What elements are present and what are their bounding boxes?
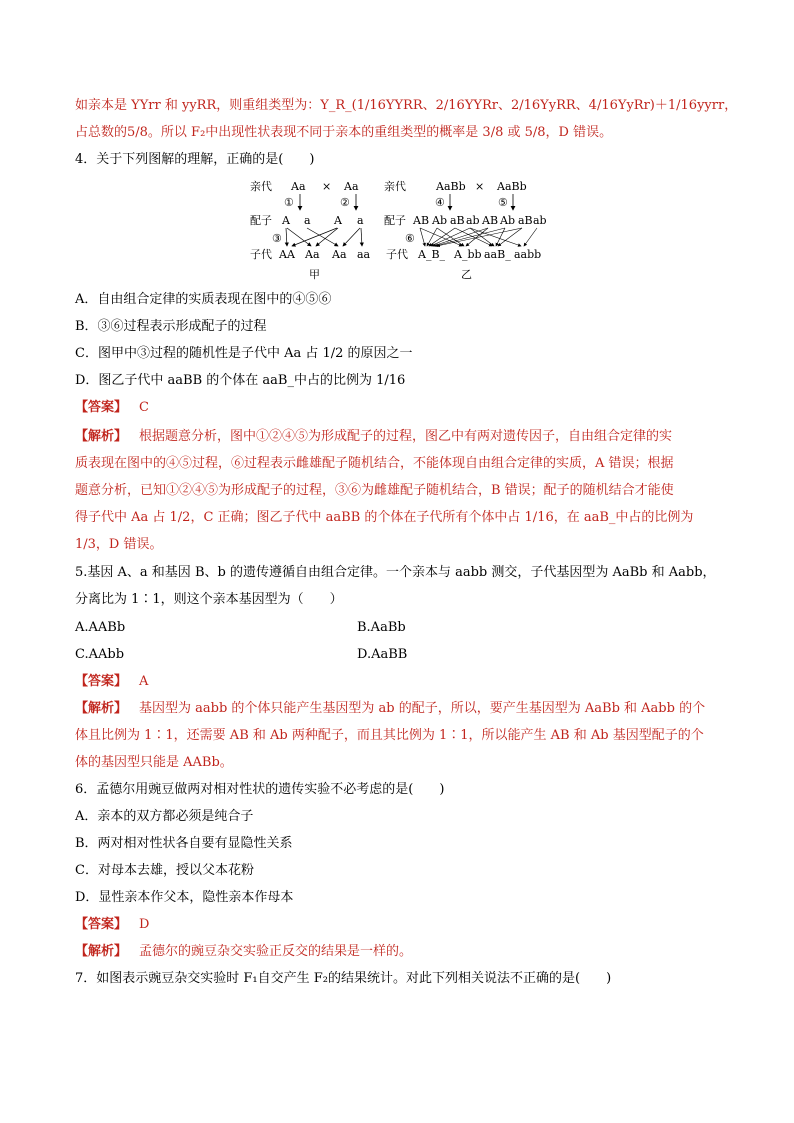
q4-analysis-line-2: 质表现在图中的④⑤过程，⑥过程表示雌雄配子随机结合，不能体现自由组合定律的实质，A 错误；根据: [75, 456, 674, 471]
q5-answer: [75, 674, 148, 690]
jia-parent-label: 亲代: [250, 180, 272, 193]
yi-gamete-1: AB: [413, 214, 430, 227]
jia-gamete-4: a: [357, 214, 364, 227]
q6-answer: [75, 917, 149, 933]
q4-analysis-line-4: 得子代中 Aa 占 1/2，C 正确；图乙子代中 aaBB 的个体在子代所有个体中占 1/16，在 aaB_中占的比例为: [75, 510, 694, 525]
jia-parent-2: Aa: [344, 180, 359, 193]
q6-answer-label: 【答案】: [75, 917, 128, 932]
jia-cross: ×: [322, 180, 332, 193]
yi-offspring-1: A_B_: [418, 248, 446, 261]
q4-answer-label: 【答案】: [75, 400, 128, 415]
q7-stem: 7．如图表示豌豆杂交实验时 F₁自交产生 F₂的结果统计。对此下列相关说法不正确的是( ): [75, 971, 612, 986]
q6-answer-value: D: [139, 917, 150, 932]
yi-gamete-6: Ab: [500, 214, 515, 227]
q6-option-b: B．两对相对性状各自要有显隐性关系: [75, 836, 293, 851]
diagram-yi: [384, 179, 547, 281]
q4-option-b: B．③⑥过程表示形成配子的过程: [75, 319, 267, 334]
jia-offspring-1: AA: [279, 248, 295, 261]
yi-parent-1: AaBb: [436, 180, 466, 193]
q6-stem: 6．孟德尔用豌豆做两对相对性状的遗传实验不必考虑的是( ): [75, 782, 445, 797]
q5-option-a: A.AABb: [75, 620, 126, 635]
yi-gamete-7: aB: [518, 214, 533, 227]
yi-gamete-3: aB: [450, 214, 465, 227]
intro-line-1: 如亲本是 YYrr 和 yyRR，则重组类型为：Y_R_(1/16YYRR、2/16YYRr、2/16YyRR、4/16YyRr)＋1/16yyrr，: [75, 98, 738, 113]
yi-offspring-2: A_bb: [454, 248, 482, 261]
jia-gamete-3: A: [334, 214, 342, 227]
jia-offspring-2: Aa: [305, 248, 320, 261]
jia-gamete-label: 配子: [250, 214, 272, 227]
q5-answer-label: 【答案】: [75, 674, 128, 689]
q5-analysis-line-1: 【解析】 基因型为 aabb 的个体只能产生基因型为 ab 的配子，所以，要产生基因型为 AaBb 和 Aabb 的个: [75, 701, 706, 716]
q4-analysis-line-1: 【解析】 根据题意分析，图中①②④⑤为形成配子的过程，图乙中有两对遗传因子，自由组合定律的实: [75, 429, 673, 444]
yi-step-5: ⑤: [498, 196, 508, 209]
q5-analysis-line-2: 体且比例为 1∶1，还需要 AB 和 Ab 两种配子，而且其比例为 1∶1，所以能产生 AB 和 Ab 基因型配子的个: [75, 728, 704, 743]
yi-combination-arrows: [420, 228, 537, 246]
yi-offspring-3: aaB_: [484, 248, 511, 261]
diagram-jia: [250, 179, 371, 281]
intro-line-2: 占总数的5/8。所以 F₂中出现性状表现不同于亲本的重组类型的概率是 3/8 或 5/8，D 错误。: [75, 125, 613, 140]
q5-analysis-line-3: 体的基因型只能是 AABb。: [75, 755, 233, 770]
yi-gamete-8: ab: [533, 214, 547, 227]
q5-option-b: B.AaBb: [357, 620, 406, 635]
jia-gamete-1: A: [282, 214, 290, 227]
genetics-diagram: [0, 172, 794, 292]
q4-option-d: D．图乙子代中 aaBB 的个体在 aaB_中占的比例为 1/16: [75, 373, 406, 388]
jia-step-3: ③: [272, 232, 282, 245]
yi-step-4: ④: [435, 196, 445, 209]
q4-option-c: C．图甲中③过程的随机性是子代中 Aa 占 1/2 的原因之一: [75, 346, 413, 361]
q5-analysis-label: 【解析】: [75, 701, 128, 716]
yi-offspring-label: 子代: [386, 248, 408, 261]
q6-option-c: C．对母本去雄，授以父本花粉: [75, 863, 254, 878]
q6-analysis: 【解析】 孟德尔的豌豆杂交实验正反交的结果是一样的。: [75, 944, 413, 959]
q6-option-d: D．显性亲本作父本，隐性亲本作母本: [75, 890, 294, 905]
yi-gamete-2: Ab: [432, 214, 447, 227]
jia-step-2: ②: [340, 196, 350, 209]
q5-answer-value: A: [139, 674, 149, 689]
q6-option-a: A．亲本的双方都必须是纯合子: [75, 809, 254, 824]
q5-stem-line-1: 5.基因 A、a 和基因 B、b 的遗传遵循自由组合定律。一个亲本与 aabb 测交，子代基因型为 AaBb 和 Aabb，: [75, 565, 716, 580]
yi-offspring-4: aabb: [514, 248, 542, 261]
jia-offspring-label: 子代: [250, 248, 272, 261]
q4-answer-value: C: [139, 400, 149, 415]
q4-analysis-label: 【解析】: [75, 429, 128, 444]
q5-stem-line-2: 分离比为 1∶1，则这个亲本基因型为（ ）: [75, 592, 343, 607]
q5-option-c: C.AAbb: [75, 647, 125, 662]
yi-cross: ×: [475, 180, 485, 193]
q4-analysis-line-5: 1/3，D 错误。: [75, 537, 163, 552]
q4-analysis-line-3: 题意分析，已知①②④⑤为形成配子的过程，③⑥为雌雄配子随机结合，B 错误；配子的随机结合才能使: [75, 483, 674, 498]
q5-option-d: D.AaBB: [357, 647, 408, 662]
yi-parent-2: AaBb: [497, 180, 527, 193]
q4-answer: [75, 400, 149, 416]
jia-combination-arrows: [286, 228, 362, 246]
yi-caption: 乙: [461, 268, 472, 281]
jia-gamete-2: a: [304, 214, 311, 227]
jia-parent-1: Aa: [291, 180, 306, 193]
q4-option-a: A．自由组合定律的实质表现在图中的④⑤⑥: [75, 292, 332, 307]
q6-analysis-label: 【解析】: [75, 944, 128, 959]
q4-stem: 4．关于下列图解的理解，正确的是( ): [75, 152, 315, 167]
jia-offspring-3: Aa: [332, 248, 347, 261]
jia-caption: 甲: [309, 268, 320, 281]
jia-step-1: ①: [284, 196, 294, 209]
yi-gamete-5: AB: [482, 214, 499, 227]
yi-parent-label: 亲代: [384, 180, 406, 193]
yi-step-6: ⑥: [405, 232, 415, 245]
yi-gamete-label: 配子: [384, 214, 406, 227]
jia-offspring-4: aa: [357, 248, 371, 261]
yi-gamete-4: ab: [466, 214, 480, 227]
